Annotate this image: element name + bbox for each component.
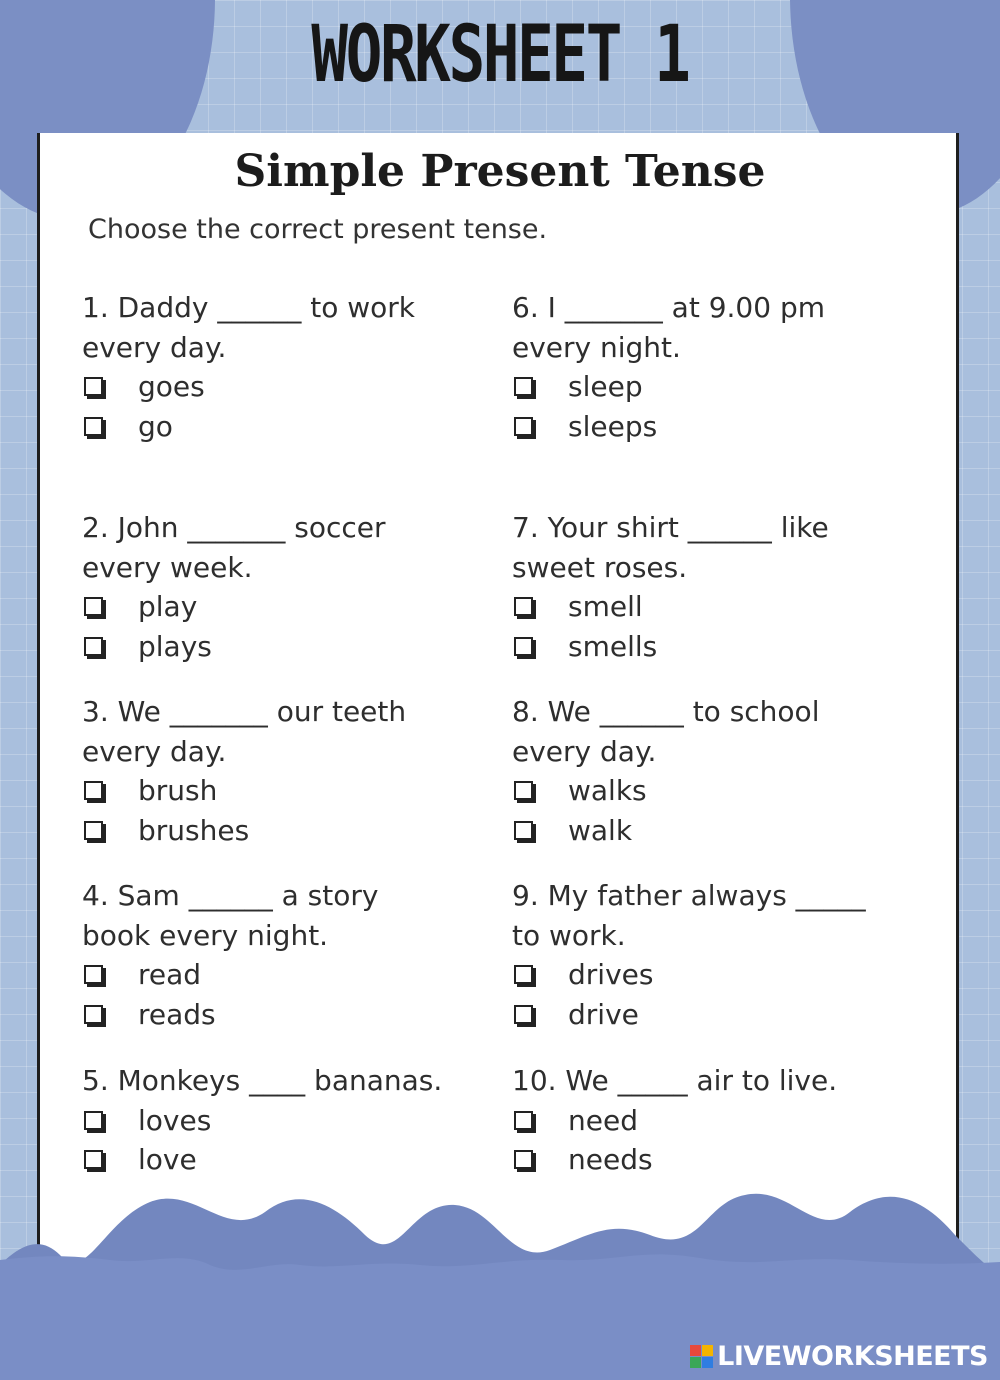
question-text: every night. — [512, 330, 681, 364]
question-2 — [82, 508, 502, 666]
question-text: 3. We _______ our teeth — [82, 695, 407, 728]
option-label: brushes — [138, 813, 250, 847]
checkbox-icon[interactable] — [514, 965, 533, 984]
checkbox-icon[interactable] — [514, 1150, 533, 1169]
option-label: drive — [568, 997, 639, 1031]
question-9 — [512, 876, 932, 1034]
question-text: every day. — [82, 734, 227, 768]
option-label: reads — [138, 997, 216, 1031]
question-7 — [512, 508, 932, 666]
option-label: walk — [568, 813, 633, 847]
checkbox-icon[interactable] — [84, 417, 103, 436]
question-text: 7. Your shirt ______ like — [512, 511, 829, 544]
answer-option[interactable] — [82, 811, 502, 851]
answer-option[interactable] — [512, 995, 932, 1035]
question-text: to work. — [512, 918, 626, 952]
question-text: 2. John _______ soccer — [82, 511, 386, 544]
answer-option[interactable] — [512, 771, 932, 811]
checkbox-icon[interactable] — [84, 377, 103, 396]
checkbox-icon[interactable] — [84, 637, 103, 656]
option-label: go — [138, 409, 173, 443]
answer-option[interactable] — [82, 1101, 502, 1141]
checkbox-icon[interactable] — [514, 417, 533, 436]
instruction-text: Choose the correct present tense. — [88, 214, 548, 245]
question-8 — [512, 692, 932, 850]
answer-option[interactable] — [512, 367, 932, 407]
logo-square — [702, 1345, 713, 1356]
question-text: 8. We ______ to school — [512, 695, 820, 728]
question-4 — [82, 876, 502, 1034]
checkbox-icon[interactable] — [84, 1111, 103, 1130]
option-label: plays — [138, 629, 212, 663]
checkbox-icon[interactable] — [84, 597, 103, 616]
option-label: sleeps — [568, 409, 658, 443]
question-text: sweet roses. — [512, 550, 688, 584]
answer-option[interactable] — [82, 407, 502, 447]
answer-option[interactable] — [512, 811, 932, 851]
option-label: smells — [568, 629, 658, 663]
question-text: 4. Sam ______ a story — [82, 879, 379, 912]
option-label: need — [568, 1103, 638, 1137]
question-text: 5. Monkeys ____ bananas. — [82, 1064, 443, 1097]
checkbox-icon[interactable] — [514, 1005, 533, 1024]
question-text: every week. — [82, 550, 253, 584]
answer-option[interactable] — [512, 407, 932, 447]
question-text: every day. — [82, 330, 227, 364]
question-10 — [512, 1061, 932, 1180]
answer-option[interactable] — [512, 627, 932, 667]
checkbox-icon[interactable] — [514, 781, 533, 800]
question-text: 1. Daddy ______ to work — [82, 291, 416, 324]
brand-name: LIVEWORKSHEETS — [717, 1341, 988, 1372]
answer-option[interactable] — [512, 1101, 932, 1141]
option-label: drives — [568, 958, 654, 991]
answer-option[interactable] — [82, 1140, 502, 1180]
question-3 — [82, 692, 502, 850]
option-label: sleep — [568, 370, 643, 403]
checkbox-icon[interactable] — [514, 1111, 533, 1130]
checkbox-icon[interactable] — [84, 1150, 103, 1169]
question-text: every day. — [512, 734, 657, 768]
checkbox-icon[interactable] — [84, 1005, 103, 1024]
option-label: brush — [138, 774, 218, 807]
question-5 — [82, 1061, 502, 1180]
option-label: walks — [568, 774, 647, 807]
option-label: play — [138, 590, 198, 623]
answer-option[interactable] — [82, 587, 502, 627]
liveworksheets-brand — [690, 1341, 988, 1372]
logo-square — [702, 1357, 713, 1368]
answer-option[interactable] — [82, 955, 502, 995]
option-label: read — [138, 958, 202, 991]
checkbox-icon[interactable] — [84, 781, 103, 800]
checkbox-icon[interactable] — [84, 965, 103, 984]
option-label: love — [138, 1143, 197, 1176]
answer-option[interactable] — [82, 771, 502, 811]
option-label: needs — [568, 1143, 653, 1176]
option-label: goes — [138, 370, 205, 403]
answer-option[interactable] — [82, 367, 502, 407]
checkbox-icon[interactable] — [84, 821, 103, 840]
question-1 — [82, 288, 502, 446]
checkbox-icon[interactable] — [514, 637, 533, 656]
question-text: 10. We _____ air to live. — [512, 1064, 838, 1097]
option-label: smell — [568, 590, 643, 623]
answer-option[interactable] — [512, 587, 932, 627]
answer-option[interactable] — [512, 1140, 932, 1180]
question-text: book every night. — [82, 918, 329, 952]
question-text: 9. My father always _____ — [512, 879, 866, 912]
checkbox-icon[interactable] — [514, 821, 533, 840]
logo-square — [690, 1345, 701, 1356]
worksheet-title: WORKSHEET 1 — [311, 10, 689, 100]
checkbox-icon[interactable] — [514, 377, 533, 396]
answer-option[interactable] — [512, 955, 932, 995]
logo-square — [690, 1357, 701, 1368]
question-text: 6. I _______ at 9.00 pm — [512, 291, 826, 324]
option-label: loves — [138, 1103, 212, 1137]
answer-option[interactable] — [82, 627, 502, 667]
checkbox-icon[interactable] — [514, 597, 533, 616]
liveworksheets-logo-icon — [690, 1345, 713, 1368]
worksheet-subtitle: Simple Present Tense — [234, 146, 766, 197]
question-6 — [512, 288, 932, 446]
answer-option[interactable] — [82, 995, 502, 1035]
